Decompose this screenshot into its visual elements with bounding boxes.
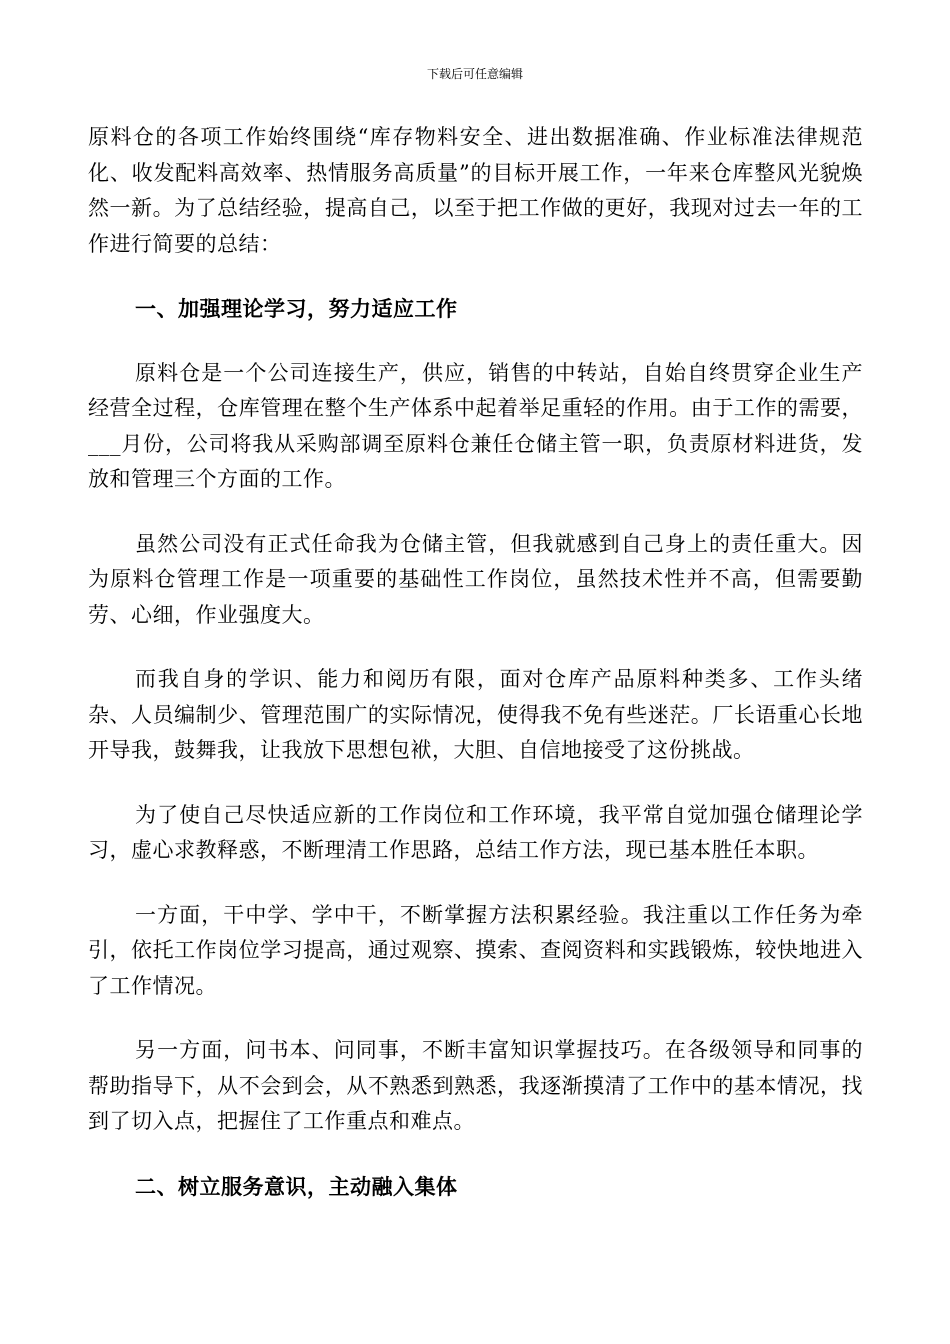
paragraph: 而我自身的学识、能力和阅历有限，面对仓库产品原料种类多、工作头绪杂、人员编制少、管理范围广的实际情况，使得我不免有些迷茫。厂长语重心长地开导我，鼓舞我，让我放下思想包袱，大胆、自信地接受了这份挑战。 [88, 667, 863, 762]
section-heading-2: 二、树立服务意识，主动融入集体 [135, 1173, 458, 1199]
paragraph: 为了使自己尽快适应新的工作岗位和工作环境，我平常自觉加强仓储理论学习，虚心求教释惑，不断理清工作思路，总结工作方法，现已基本胜任本职。 [88, 802, 863, 862]
section-heading-1: 一、加强理论学习，努力适应工作 [135, 296, 458, 321]
document-body [88, 120, 863, 1204]
page-header: 下载后可任意编辑 [426, 67, 523, 81]
paragraph-intro: 原料仓的各项工作始终围绕“库存物料安全、进出数据准确、作业标准法律规范化、收发配料高效率、热情服务高质量”的目标开展工作，一年来仓库整风光貌焕然一新。为了总结经验，提高自己，以至于把工作做的更好，我现对过去一年的工作进行简要的总结： [88, 125, 863, 256]
paragraph: 原料仓是一个公司连接生产，供应，销售的中转站，自始自终贯穿企业生产经营全过程，仓库管理在整个生产体系中起着举足重轻的作用。由于工作的需要，___月份，公司将我从采购部调至原料仓兼任仓储主管一职，负责原材料进货，发放和管理三个方面的工作。 [88, 360, 863, 491]
paragraph: 虽然公司没有正式任命我为仓储主管，但我就感到自己身上的责任重大。因为原料仓管理工作是一项重要的基础性工作岗位，虽然技术性并不高，但需要勤劳、心细，作业强度大。 [88, 531, 863, 627]
paragraph: 一方面，干中学、学中干，不断掌握方法积累经验。我注重以工作任务为牵引，依托工作岗位学习提高，通过观察、摸索、查阅资料和实践锻炼，较快地进入了工作情况。 [88, 902, 863, 998]
paragraph: 另一方面，问书本、问同事，不断丰富知识掌握技巧。在各级领导和同事的帮助指导下，从不会到会，从不熟悉到熟悉，我逐渐摸清了工作中的基本情况，找到了切入点，把握住了工作重点和难点。 [88, 1038, 863, 1133]
